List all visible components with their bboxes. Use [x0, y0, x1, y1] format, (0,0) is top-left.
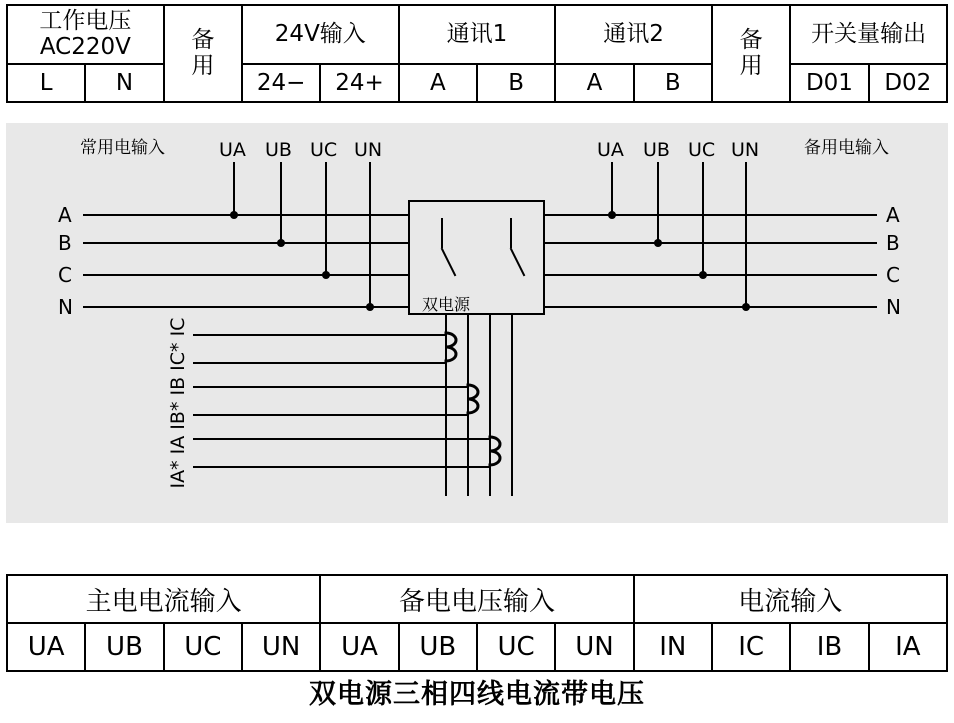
label-right-phase-a: A: [886, 203, 900, 227]
dot-right-b: [654, 239, 662, 247]
bottom-cell-main-un: UN: [242, 623, 320, 671]
top-cell-L: L: [7, 64, 85, 102]
top-cell-24-minus: 24−: [242, 64, 320, 102]
bottom-table-terminal-row: [7, 623, 947, 671]
label-dual-power-switch: 双电源: [421, 295, 471, 314]
top-cell-24-plus: 24+: [320, 64, 398, 102]
top-header-spare-2-line2: 用: [739, 53, 763, 80]
top-cell-d02: D02: [869, 64, 947, 102]
label-left-un: UN: [354, 139, 383, 161]
top-header-spare-1-line2: 用: [191, 53, 215, 80]
ct-coil-a: [446, 333, 456, 361]
top-header-spare-1: [164, 5, 242, 102]
dot-right-a: [608, 211, 616, 219]
bottom-terminal-table: [6, 574, 948, 672]
top-table-terminal-row: [7, 64, 947, 102]
top-header-do-output: 开关量输出: [790, 5, 947, 64]
schematic-svg: [6, 123, 948, 523]
bottom-group-main-current-input: 主电电流输入: [7, 575, 320, 623]
dot-right-n: [742, 303, 750, 311]
top-header-comm2: 通讯2: [555, 5, 712, 64]
top-header-comm1: 通讯1: [399, 5, 556, 64]
label-right-phase-n: N: [886, 295, 901, 319]
bottom-cell-backup-ub: UB: [399, 623, 477, 671]
bottom-cell-backup-uc: UC: [477, 623, 555, 671]
bottom-cell-main-ua: UA: [7, 623, 85, 671]
bottom-cell-main-ub: UB: [85, 623, 163, 671]
label-backup-input: 备用电输入: [804, 138, 889, 158]
label-common-input: 常用电输入: [80, 138, 165, 158]
top-header-working-voltage-line1: 工作电压: [39, 8, 132, 34]
top-header-working-voltage: [7, 5, 164, 64]
bottom-cell-current-ia: IA: [869, 623, 947, 671]
label-left-phase-c: C: [58, 263, 72, 287]
bottom-group-current-input: 电流输入: [634, 575, 947, 623]
label-right-uc: UC: [688, 139, 716, 161]
label-right-phase-c: C: [886, 263, 900, 287]
switch-contact-2-arm: [511, 249, 524, 275]
label-left-ua: UA: [219, 139, 246, 161]
schematic-area: [6, 123, 948, 523]
dot-left-n: [366, 303, 374, 311]
bottom-cell-backup-ua: UA: [320, 623, 398, 671]
bottom-group-backup-voltage-input: 备电电压输入: [320, 575, 633, 623]
top-header-spare-2: [712, 5, 790, 102]
top-table-header-row: [7, 5, 947, 64]
top-cell-N: N: [85, 64, 163, 102]
top-header-spare-2-line1: 备: [739, 27, 763, 53]
bottom-table-group-row: [7, 575, 947, 623]
dot-right-c: [699, 271, 707, 279]
dot-left-c: [322, 271, 330, 279]
top-cell-comm2-b: B: [634, 64, 712, 102]
junction-dots: [230, 211, 750, 311]
ct-coil-b: [468, 385, 478, 413]
label-right-un: UN: [731, 139, 760, 161]
top-cell-comm1-a: A: [399, 64, 477, 102]
label-right-ua: UA: [597, 139, 624, 161]
bottom-cell-current-ic: IC: [712, 623, 790, 671]
top-cell-comm2-a: A: [555, 64, 633, 102]
bottom-cell-current-ib: IB: [790, 623, 868, 671]
dot-left-b: [277, 239, 285, 247]
top-header-spare-1-line1: 备: [191, 27, 215, 53]
top-header-working-voltage-line2: AC220V: [39, 34, 131, 61]
label-right-ub: UB: [643, 139, 670, 161]
bottom-cell-main-uc: UC: [164, 623, 242, 671]
top-cell-comm1-b: B: [477, 64, 555, 102]
top-cell-d01: D01: [790, 64, 868, 102]
switch-contact-1-arm: [442, 249, 455, 275]
label-left-phase-n: N: [58, 295, 73, 319]
dot-left-a: [230, 211, 238, 219]
label-left-phase-a: A: [58, 203, 72, 227]
label-right-phase-b: B: [886, 231, 900, 255]
bottom-cell-current-in: IN: [634, 623, 712, 671]
label-left-uc: UC: [310, 139, 338, 161]
bottom-cell-backup-un: UN: [555, 623, 633, 671]
ct-coil-c: [490, 437, 500, 465]
label-left-phase-b: B: [58, 231, 72, 255]
label-ct-inputs: IA* IA IB* IB IC* IC: [167, 317, 189, 489]
top-terminal-table: [6, 4, 948, 103]
label-left-ub: UB: [265, 139, 292, 161]
diagram-caption: 双电源三相四线电流带电压: [309, 679, 645, 710]
top-header-24v-input: 24V输入: [242, 5, 399, 64]
